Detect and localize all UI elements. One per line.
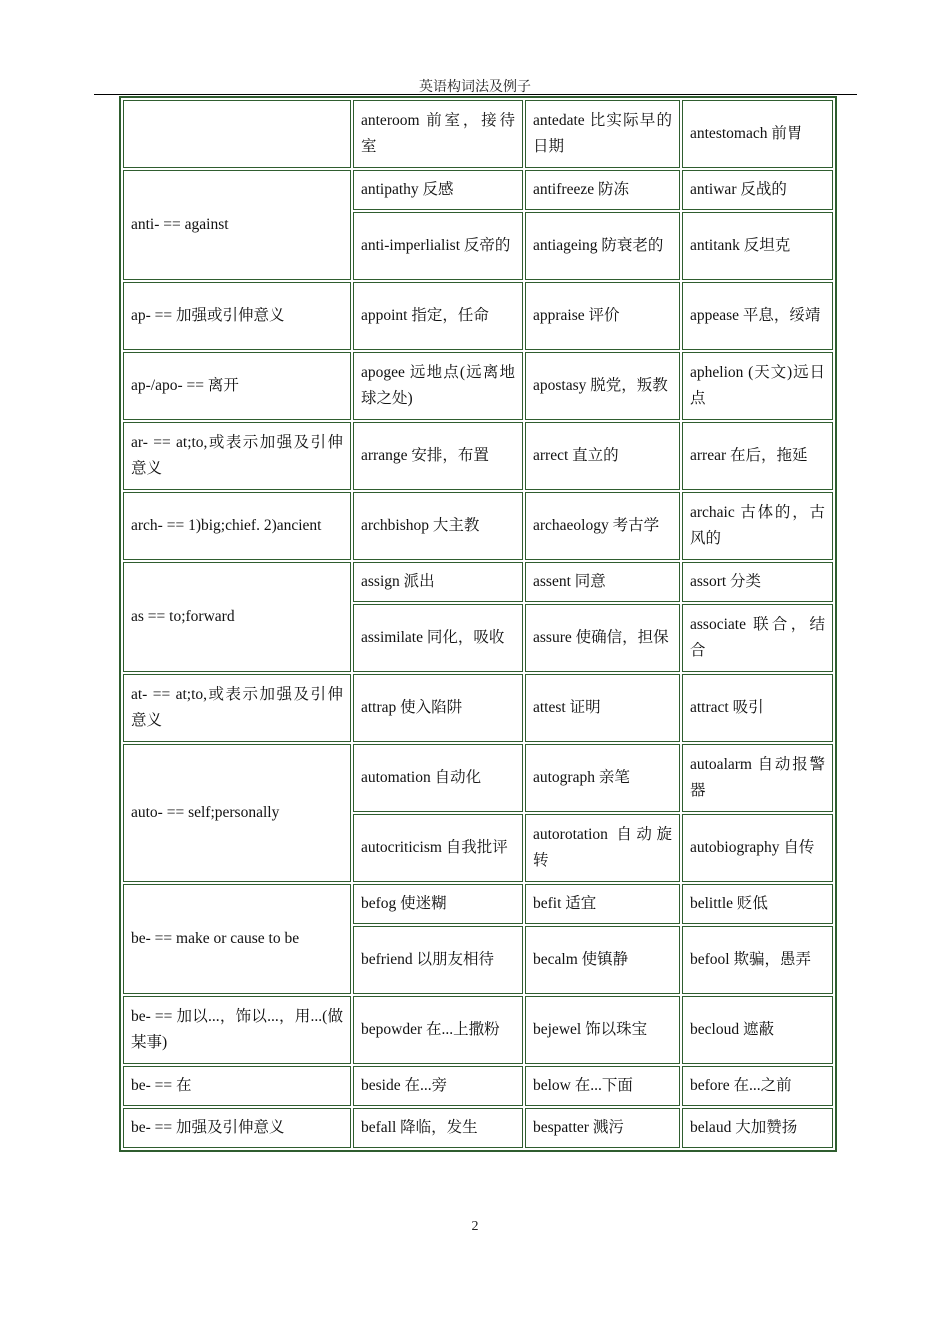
example-word-cell: belaud 大加赞扬 — [682, 1108, 833, 1148]
example-word-cell: antiageing 防衰老的 — [525, 212, 680, 280]
prefix-cell: be- == 加以...，饰以...，用...(做某事) — [123, 996, 351, 1064]
prefix-cell: be- == 在 — [123, 1066, 351, 1106]
example-word-cell: befit 适宜 — [525, 884, 680, 924]
prefix-cell: ap- == 加强或引伸意义 — [123, 282, 351, 350]
example-word-cell: beside 在...旁 — [353, 1066, 523, 1106]
table-row — [123, 352, 833, 420]
example-word-cell: apostasy 脱党，叛教 — [525, 352, 680, 420]
example-word-cell: antestomach 前胃 — [682, 100, 833, 168]
prefix-cell: be- == 加强及引伸意义 — [123, 1108, 351, 1148]
example-word-cell: befool 欺骗，愚弄 — [682, 926, 833, 994]
example-word-cell: appoint 指定，任命 — [353, 282, 523, 350]
example-word-cell: assign 派出 — [353, 562, 523, 602]
example-word-cell: automation 自动化 — [353, 744, 523, 812]
table-row — [123, 996, 833, 1064]
example-word-cell: anti-imperlialist 反帝的 — [353, 212, 523, 280]
prefix-cell: as == to;forward — [123, 562, 351, 672]
example-word-cell: assure 使确信，担保 — [525, 604, 680, 672]
example-word-cell: autograph 亲笔 — [525, 744, 680, 812]
prefix-cell — [123, 100, 351, 168]
prefix-cell: at- == at;to,或表示加强及引伸意义 — [123, 674, 351, 742]
table-row — [123, 744, 833, 812]
example-word-cell: antiwar 反战的 — [682, 170, 833, 210]
example-word-cell: aphelion (天文)远日点 — [682, 352, 833, 420]
header-rule — [94, 94, 857, 95]
prefix-cell: ap-/apo- == 离开 — [123, 352, 351, 420]
example-word-cell: belittle 贬低 — [682, 884, 833, 924]
prefix-cell: anti- == against — [123, 170, 351, 280]
prefix-cell: auto- == self;personally — [123, 744, 351, 882]
example-word-cell: antitank 反坦克 — [682, 212, 833, 280]
example-word-cell: anteroom 前室，接待室 — [353, 100, 523, 168]
example-word-cell: antipathy 反感 — [353, 170, 523, 210]
table-row — [123, 492, 833, 560]
page-header-title: 英语构词法及例子 — [419, 80, 531, 95]
example-word-cell: befriend 以朋友相待 — [353, 926, 523, 994]
example-word-cell: bespatter 溅污 — [525, 1108, 680, 1148]
example-word-cell: arrect 直立的 — [525, 422, 680, 490]
table-row — [123, 1066, 833, 1106]
table-row — [123, 282, 833, 350]
example-word-cell: becalm 使镇静 — [525, 926, 680, 994]
example-word-cell: becloud 遮蔽 — [682, 996, 833, 1064]
example-word-cell: assimilate 同化，吸收 — [353, 604, 523, 672]
example-word-cell: befog 使迷糊 — [353, 884, 523, 924]
page-number: 2 — [471, 1219, 479, 1234]
example-word-cell: archaeology 考古学 — [525, 492, 680, 560]
example-word-cell: appraise 评价 — [525, 282, 680, 350]
example-word-cell: autorotation 自动旋转 — [525, 814, 680, 882]
example-word-cell: archbishop 大主教 — [353, 492, 523, 560]
example-word-cell: attract 吸引 — [682, 674, 833, 742]
table-row — [123, 1108, 833, 1148]
prefix-cell: ar- == at;to,或表示加强及引伸意义 — [123, 422, 351, 490]
example-word-cell: autobiography 自传 — [682, 814, 833, 882]
example-word-cell: bejewel 饰以珠宝 — [525, 996, 680, 1064]
table-row — [123, 674, 833, 742]
example-word-cell: assort 分类 — [682, 562, 833, 602]
example-word-cell: apogee 远地点(远离地球之处) — [353, 352, 523, 420]
prefix-cell: be- == make or cause to be — [123, 884, 351, 994]
example-word-cell: bepowder 在...上撒粉 — [353, 996, 523, 1064]
example-word-cell: attest 证明 — [525, 674, 680, 742]
table-row — [123, 562, 833, 602]
example-word-cell: before 在...之前 — [682, 1066, 833, 1106]
example-word-cell: befall 降临，发生 — [353, 1108, 523, 1148]
example-word-cell: associate 联合，结合 — [682, 604, 833, 672]
example-word-cell: antifreeze 防冻 — [525, 170, 680, 210]
example-word-cell: assent 同意 — [525, 562, 680, 602]
example-word-cell: autocriticism 自我批评 — [353, 814, 523, 882]
example-word-cell: antedate 比实际早的日期 — [525, 100, 680, 168]
example-word-cell: attrap 使入陷阱 — [353, 674, 523, 742]
example-word-cell: arrange 安排，布置 — [353, 422, 523, 490]
table-row — [123, 884, 833, 924]
prefix-cell: arch- == 1)big;chief. 2)ancient — [123, 492, 351, 560]
vocabulary-table-body — [123, 100, 833, 1148]
example-word-cell: below 在...下面 — [525, 1066, 680, 1106]
table-row — [123, 170, 833, 210]
example-word-cell: archaic 古体的，古风的 — [682, 492, 833, 560]
example-word-cell: autoalarm 自动报警器 — [682, 744, 833, 812]
table-row — [123, 422, 833, 490]
example-word-cell: arrear 在后，拖延 — [682, 422, 833, 490]
vocabulary-table — [119, 96, 837, 1152]
table-row — [123, 100, 833, 168]
example-word-cell: appease 平息，绥靖 — [682, 282, 833, 350]
